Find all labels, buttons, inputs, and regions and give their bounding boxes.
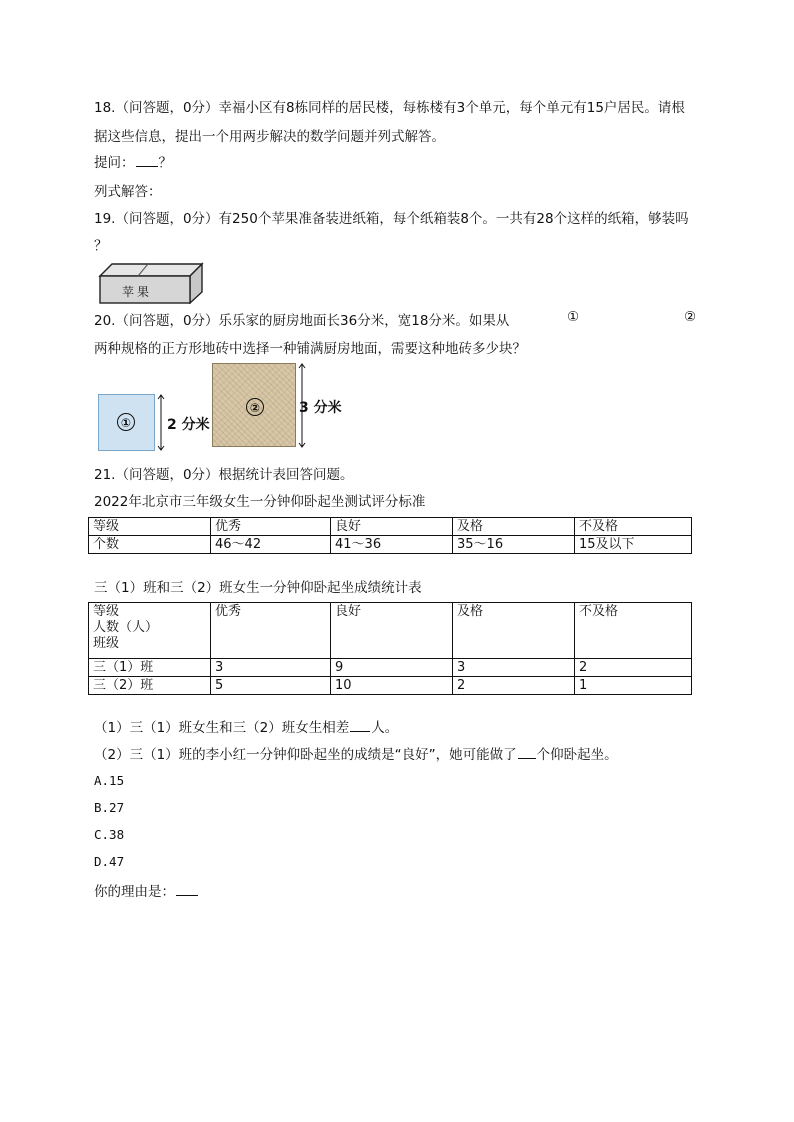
- corner-grade: 等级: [93, 604, 120, 619]
- q20-mark2: ②: [684, 309, 697, 325]
- table-cell: 及格: [453, 518, 575, 536]
- tile-1-size: 2 分米: [167, 417, 210, 433]
- table-cell: 优秀: [211, 603, 331, 659]
- q21-sub2-suffix: 个仰卧起坐。: [536, 747, 618, 763]
- table-cell: 46～42: [211, 536, 331, 554]
- table-cell: 5: [211, 677, 331, 695]
- q18-ask-blank[interactable]: [136, 154, 158, 167]
- table-cell: 三（2）班: [89, 677, 211, 695]
- table-cell: 2: [453, 677, 575, 695]
- table-cell: 良好: [331, 518, 453, 536]
- q21-line1: 21.（问答题，0分）根据统计表回答问题。: [94, 467, 354, 483]
- class-score-table: [88, 602, 692, 695]
- table-cell: 35～16: [453, 536, 575, 554]
- option-d[interactable]: D.47: [94, 854, 125, 869]
- table1-title: 2022年北京市三年级女生一分钟仰卧起坐测试评分标准: [94, 494, 426, 510]
- table-cell: 9: [331, 659, 453, 677]
- table-cell: 及格: [453, 603, 575, 659]
- table-cell: 3: [453, 659, 575, 677]
- tile-1-dimension-arrow: [156, 394, 166, 452]
- q21-sub2-text: （2）三（1）班的李小红一分钟仰卧起坐的成绩是“良好”，她可能做了: [94, 747, 517, 763]
- q19-line2: ？: [94, 238, 108, 254]
- tile-1-label: ①: [117, 413, 135, 431]
- table-row: [89, 659, 692, 677]
- table-cell: 2: [575, 659, 692, 677]
- q21-sub1-blank[interactable]: [350, 719, 370, 732]
- q18-ask: [94, 151, 172, 171]
- table-row: [89, 677, 692, 695]
- table-row: [89, 603, 692, 659]
- table-cell: 良好: [331, 603, 453, 659]
- scoring-standard-table: [88, 517, 692, 554]
- table-cell: 个数: [89, 536, 211, 554]
- option-b[interactable]: B.27: [94, 800, 125, 815]
- q21-sub1-suffix: 人。: [371, 720, 399, 736]
- q21-sub1-text: （1）三（1）班女生和三（2）班女生相差: [94, 720, 350, 736]
- q21-reason-blank[interactable]: [176, 883, 198, 896]
- table-cell: 10: [331, 677, 453, 695]
- q20-line2: 两种规格的正方形地砖中选择一种铺满厨房地面，需要这种地砖多少块？: [94, 341, 526, 357]
- q21-reason-label: 你的理由是：: [94, 884, 175, 900]
- corner-class: 班级: [93, 636, 120, 651]
- q20-line1: 20.（问答题，0分）乐乐家的厨房地面长36分米，宽18分米。如果从: [94, 313, 510, 329]
- apple-box-image: [98, 262, 204, 304]
- apple-box-label: 苹果: [122, 285, 153, 299]
- table-cell: 等级: [89, 518, 211, 536]
- table-cell: 3: [211, 659, 331, 677]
- table-cell: 不及格: [575, 518, 692, 536]
- table-cell: 优秀: [211, 518, 331, 536]
- q18-ask-label: 提问：: [94, 155, 135, 171]
- table-cell: 15及以下: [575, 536, 692, 554]
- table-corner-cell: [89, 603, 211, 659]
- q21-sub1: [94, 716, 398, 736]
- q18-line2: 据这些信息，提出一个用两步解决的数学问题并列式解答。: [94, 129, 445, 145]
- q21-sub2: [94, 743, 618, 763]
- table-cell: 三（1）班: [89, 659, 211, 677]
- q19-line1: 19.（问答题，0分）有250个苹果准备装进纸箱，每个纸箱装8个。一共有28个这样的纸箱，够装吗: [94, 211, 689, 227]
- q21-sub2-blank[interactable]: [518, 746, 536, 759]
- q21-reason: [94, 880, 199, 900]
- table-cell: 1: [575, 677, 692, 695]
- option-c[interactable]: C.38: [94, 827, 125, 842]
- q18-answer-label: 列式解答：: [94, 184, 162, 200]
- table-row: [89, 536, 692, 554]
- tile-2-label: ②: [246, 398, 264, 416]
- option-a[interactable]: A.15: [94, 773, 125, 788]
- q20-mark1: ①: [567, 309, 580, 325]
- table-row: [89, 518, 692, 536]
- table-cell: 41～36: [331, 536, 453, 554]
- tile-2-size: 3 分米: [299, 400, 342, 416]
- q18-line1: 18.（问答题，0分）幸福小区有8栋同样的居民楼，每栋楼有3个单元，每个单元有15户居民。请根: [94, 100, 685, 116]
- q18-ask-suffix: ？: [158, 155, 172, 171]
- corner-count: 人数（人）: [93, 620, 159, 635]
- table2-title: 三（1）班和三（2）班女生一分钟仰卧起坐成绩统计表: [94, 580, 422, 596]
- table-cell: 不及格: [575, 603, 692, 659]
